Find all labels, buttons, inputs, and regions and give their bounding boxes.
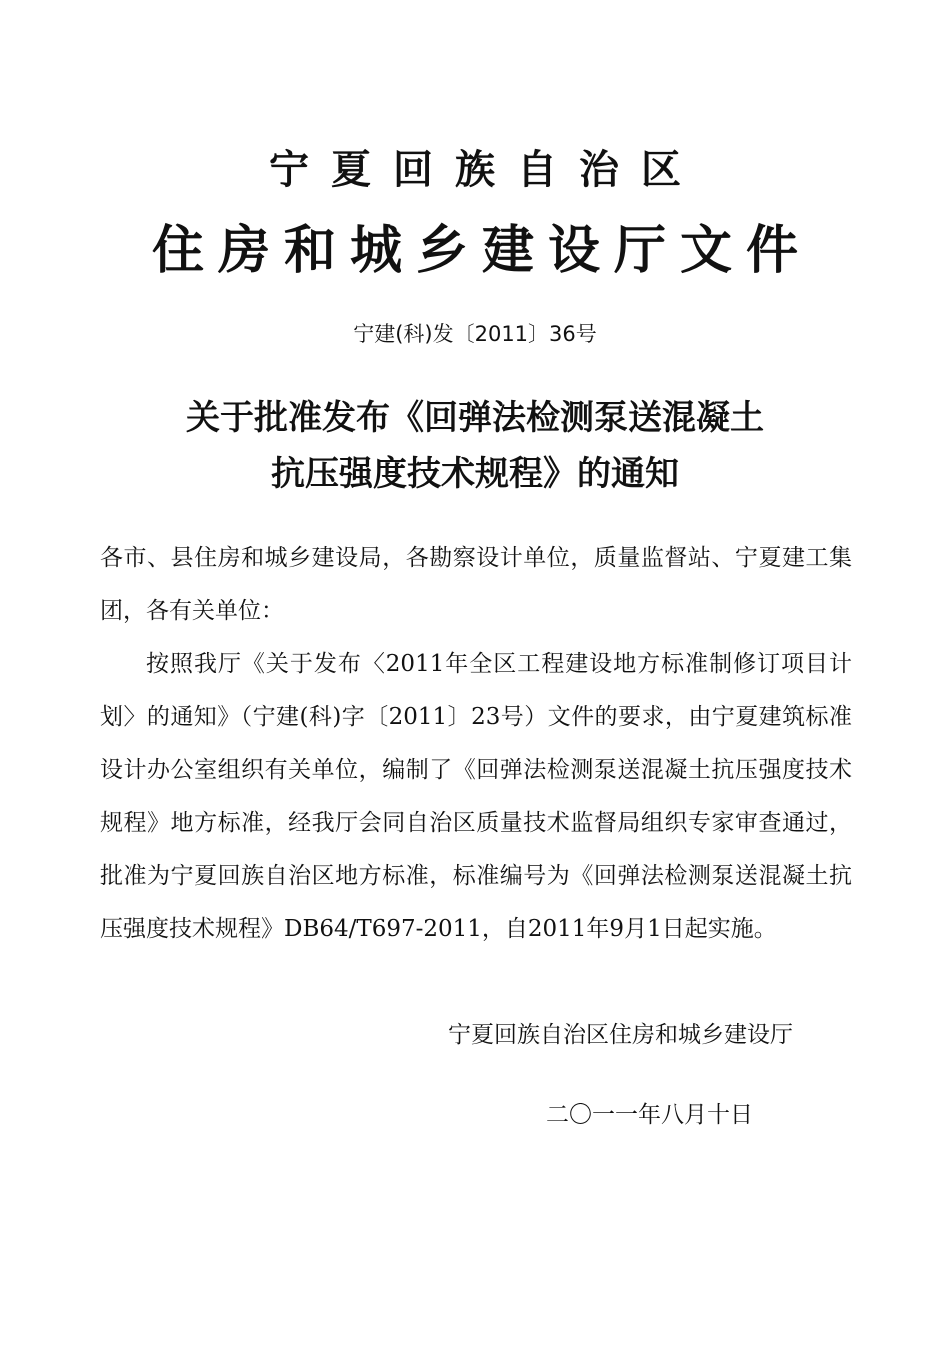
notice-title-line1: 关于批准发布《回弹法检测泵送混凝土 (186, 398, 764, 438)
document-number: 宁建(科)发〔2011〕36号 (353, 322, 597, 346)
issuer-signature: 宁夏回族自治区住房和城乡建设厅 (448, 1022, 793, 1048)
issuer-department-title: 住房和城乡建设厅文件 (151, 220, 812, 281)
issuer-region: 宁夏回族自治区 (269, 146, 703, 193)
notice-title-line2: 抗压强度技术规程》的通知 (271, 454, 679, 494)
body-paragraph: 按照我厅《关于发布〈2011年全区工程建设地方标准制修订项目计划〉的通知》（宁建(科)字〔2011〕23号）文件的要求，由宁夏建筑标准设计办公室组织有关单位，编制了《回弹法检测泵送混凝土抗压强度技术规程》地方标准，经我厅会同自治区质量技术监督局组织专家审查通过，批准为宁夏回族自治区地方标准，标准编号为《回弹法检测泵送混凝土抗压强度技术规程》DB64/T697-2011，自2011年9月1日起实施。 (100, 651, 852, 942)
notice-title (0, 390, 950, 502)
notice-body (100, 532, 852, 956)
issue-date: 二〇一一年八月十日 (546, 1102, 753, 1128)
addressees: 各市、县住房和城乡建设局，各勘察设计单位，质量监督站、宁夏建工集团，各有关单位： (100, 545, 852, 624)
